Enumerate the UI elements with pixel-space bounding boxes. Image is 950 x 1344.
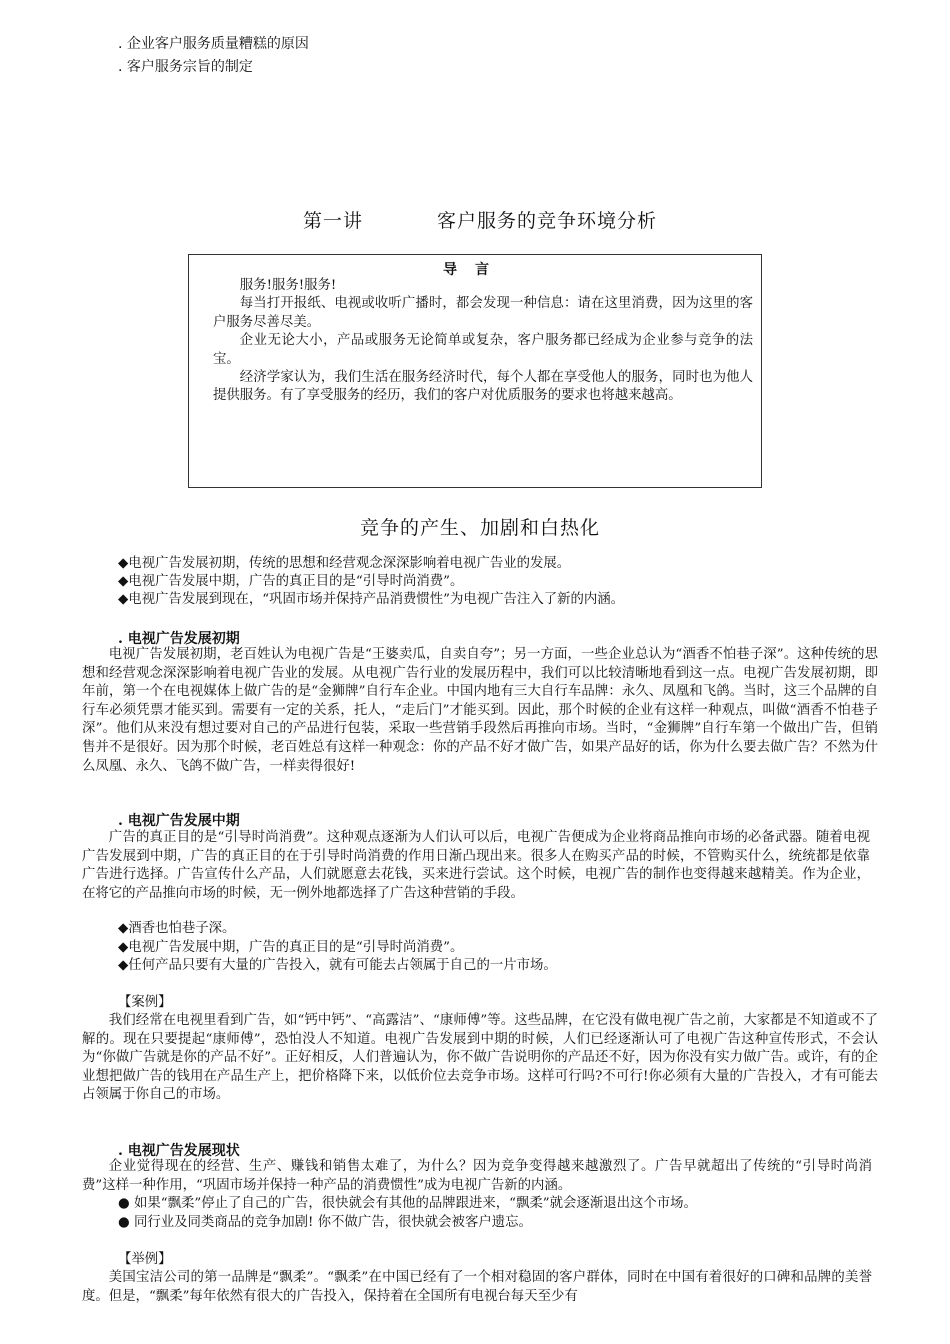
early-paragraph — [82, 646, 878, 776]
middle-heading: . 电视广告发展中期 — [118, 813, 240, 829]
current-text: 企业觉得现在的经营、生产、赚钱和销售太难了，为什么？因为竞争变得越来越激烈了。广告早就超出了传统的“引导时尚消费”这样一种作用，“巩固市场并保持一种产品的消费惯性”成为电视广告新的内涵。 — [82, 1159, 872, 1193]
summary-bullet: ◆电视广告发展中期，广告的真正目的是“引导时尚消费”。 — [118, 574, 464, 589]
intro-box-body — [213, 277, 753, 406]
intro-paragraph: 经济学家认为，我们生活在服务经济时代，每个人都在享受他人的服务，同时也为他人提供服务。有了享受服务的经历，我们的客户对优质服务的要求也将越来越高。 — [213, 370, 753, 404]
early-text: 电视广告发展初期，老百姓认为电视广告是“王婆卖瓜，自卖自夸”；另一方面，一些企业总认为“酒香不怕巷子深”。这种传统的思想和经营观念深深影响着电视广告业的发展。从电视广告行业的发展历程中，我们可以比较清晰地看到这一点。电视广告发展初期，即年前，第一个在电视媒体上做广告的是“金狮牌”自行车企业。中国内地有三大自行车品牌：永久、凤凰和飞鸽。当时，这三个品牌的自行车必须凭票才能买到。需要有一定的关系，托人，“走后门”才能买到。因此，那个时候的企业有这样一种观点，叫做“酒香不怕巷子深”。他们从来没有想过要对自己的产品进行包装，采取一些营销手段然后再推向市场。当时，“金狮牌”自行车第一个做出广告，但销售并不是很好。因为那个时候，老百姓总有这样一种观念：你的产品不好才做广告，如果产品好的话，你为什么要去做广告？不然为什么凤凰、永久、飞鸽不做广告，一样卖得很好! — [82, 647, 878, 774]
intro-box-title: 导言 — [443, 262, 507, 278]
middle-paragraph — [82, 829, 870, 903]
middle-bullet: ◆酒香也怕巷子深。 — [118, 921, 236, 936]
case-paragraph — [82, 1012, 878, 1105]
middle-bullet: ◆任何产品只要有大量的广告投入，就有可能去占领属于自己的一片市场。 — [118, 958, 557, 973]
example-paragraph — [82, 1269, 872, 1306]
intro-box — [188, 254, 762, 488]
early-heading: . 电视广告发展初期 — [118, 631, 240, 647]
current-heading: . 电视广告发展现状 — [118, 1143, 240, 1159]
intro-paragraph: 企业无论大小，产品或服务无论简单或复杂，客户服务都已经成为企业参与竞争的法宝。 — [213, 333, 753, 367]
middle-text: 广告的真正目的是“引导时尚消费”。这种观点逐渐为人们认可以后，电视广告便成为企业将商品推向市场的必备武器。随着电视广告发展到中期，广告的真正目的在于引导时尚消费的作用日渐凸现出来。很多人在购买产品的时候，不管购买什么，统统都是依靠广告进行选择。广告宣传什么产品，人们就愿意去花钱，买来进行尝试。这个时候，电视广告的制作也变得越来越精美。作为企业，在将它的产品推向市场的时候，无一例外地都选择了广告这种营销的手段。 — [82, 830, 870, 901]
intro-paragraph: 服务!服务!服务! — [239, 278, 337, 293]
case-text: 我们经常在电视里看到广告，如“钙中钙”、“高露洁”、“康师傅”等。这些品牌，在它没有做电视广告之前，大家都是不知道或不了解的。现在只要提起“康师傅”，恐怕没人不知道。电视广告发展到中期的时候，人们已经逐渐认可了电视广告这种宣传形式，不会认为“你做广告就是你的产品不好”。正好相反，人们普遍认为，你不做广告说明你的产品还不好，因为你没有实力做广告。或许，有的企业想把做广告的钱用在产品生产上，把价格降下来，以低价位去竞争市场。这样可行吗?不可行!你必须有大量的广告投入，才有可能去占领属于你自己的市场。 — [82, 1013, 878, 1103]
summary-bullet: ◆电视广告发展初期，传统的思想和经营观念深深影响着电视广告业的发展。 — [118, 556, 571, 571]
current-bullet: ● 同行业及同类商品的竞争加剧! 你不做广告，很快就会被客户遗忘。 — [118, 1215, 532, 1230]
current-bullet: ● 如果“飘柔”停止了自己的广告，很快就会有其他的品牌跟进来，“飘柔”就会逐渐退出这个市场。 — [118, 1196, 697, 1211]
current-paragraph — [82, 1158, 872, 1195]
section-title: 竞争的产生、加剧和白热化 — [360, 517, 601, 539]
intro-paragraph: 每当打开报纸、电视或收听广播时，都会发现一种信息：请在这里消费，因为这里的客户服务尽善尽美。 — [213, 296, 753, 330]
example-label: 【举例】 — [118, 1252, 172, 1267]
example-text: 美国宝洁公司的第一品牌是“飘柔”。“飘柔”在中国已经有了一个相对稳固的客户群体，同时在中国有着很好的口碑和品牌的美誉度。但是，“飘柔”每年依然有很大的广告投入，保持着在全国所有电视台每天至少有 — [82, 1270, 872, 1304]
toc-item: . 企业客户服务质量糟糕的原因 — [118, 36, 309, 52]
lecture-title: 客户服务的竞争环境分析 — [437, 210, 658, 232]
middle-bullet: ◆电视广告发展中期，广告的真正目的是“引导时尚消费”。 — [118, 940, 464, 955]
case-label: 【案例】 — [118, 995, 172, 1010]
summary-bullet: ◆电视广告发展到现在，“巩固市场并保持产品消费惯性”为电视广告注入了新的内涵。 — [118, 592, 625, 607]
lecture-number: 第一讲 — [303, 210, 364, 232]
toc-item: . 客户服务宗旨的制定 — [118, 59, 253, 75]
